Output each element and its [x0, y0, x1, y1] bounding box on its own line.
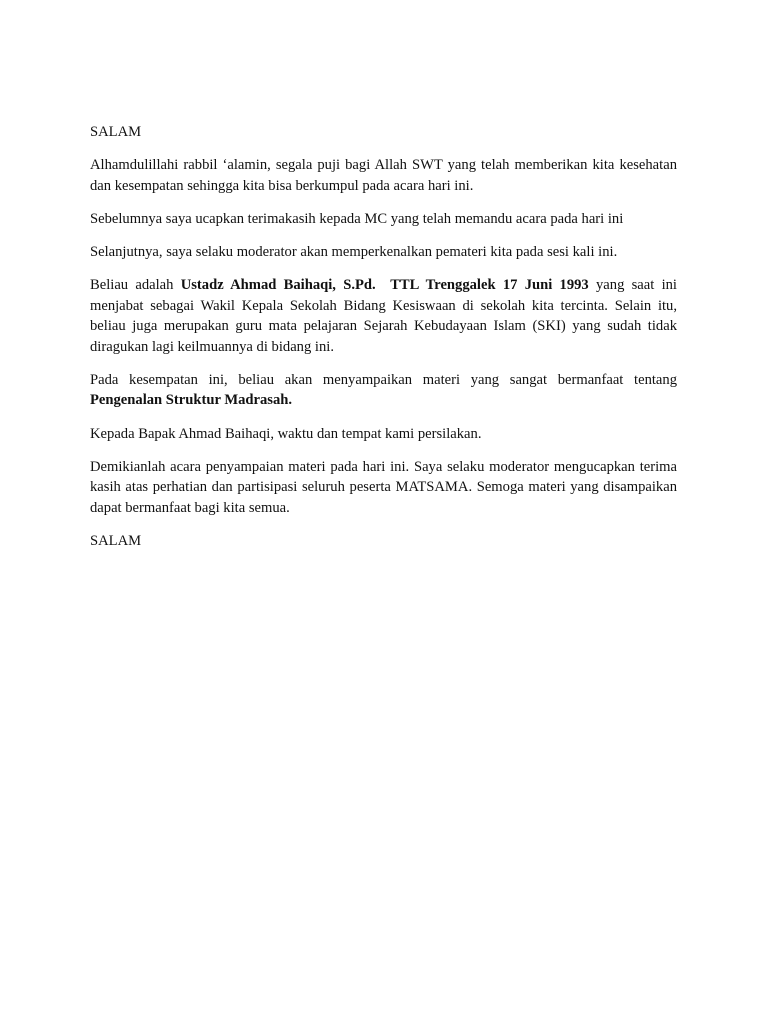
paragraph-introduction: Selanjutnya, saya selaku moderator akan memperkenalkan pemateri kita pada sesi kali ini.	[90, 243, 618, 260]
bio-suffix: yang saat ini menjabat sebagai Wakil Kepala Sekolah Bidang Kesiswaan di sekolah kita tercinta. Selain itu, beliau juga merupakan guru mata pelajaran Sejarah Kebudayaan Islam (SKI) yang sudah tidak diragukan lagi keilmuannya di bidang ini.	[90, 276, 677, 355]
bio-prefix: Beliau adalah	[90, 276, 181, 293]
paragraph-topic	[90, 370, 677, 411]
closing-greeting: SALAM	[90, 532, 142, 549]
paragraph-invitation: Kepada Bapak Ahmad Baihaqi, waktu dan tempat kami persilakan.	[90, 425, 482, 442]
speaker-ttl: TTL Trenggalek 17 Juni 1993	[390, 276, 589, 293]
opening-greeting: SALAM	[90, 124, 142, 140]
topic-title: Pengenalan Struktur Madrasah.	[90, 392, 293, 409]
document-page	[90, 122, 677, 564]
paragraph-thanks-mc: Sebelumnya saya ucapkan terimakasih kepada MC yang telah memandu acara pada hari ini	[90, 210, 624, 227]
speaker-name: Ustadz Ahmad Baihaqi, S.Pd.	[180, 276, 376, 293]
paragraph-closing-remarks: Demikianlah acara penyampaian materi pada hari ini. Saya selaku moderator mengucapkan terima kasih atas perhatian dan partisipasi seluruh peserta MATSAMA. Semoga materi yang disampaikan dapat bermanfaat bagi kita semua.	[90, 458, 677, 516]
paragraph-speaker-bio	[90, 275, 677, 357]
topic-prefix: Pada kesempatan ini, beliau akan menyampaikan materi yang sangat bermanfaat tentang	[90, 371, 677, 388]
paragraph-praise: Alhamdulillahi rabbil ‘alamin, segala puji bagi Allah SWT yang telah memberikan kita kesehatan dan kesempatan sehingga kita bisa berkumpul pada acara hari ini.	[90, 157, 677, 194]
